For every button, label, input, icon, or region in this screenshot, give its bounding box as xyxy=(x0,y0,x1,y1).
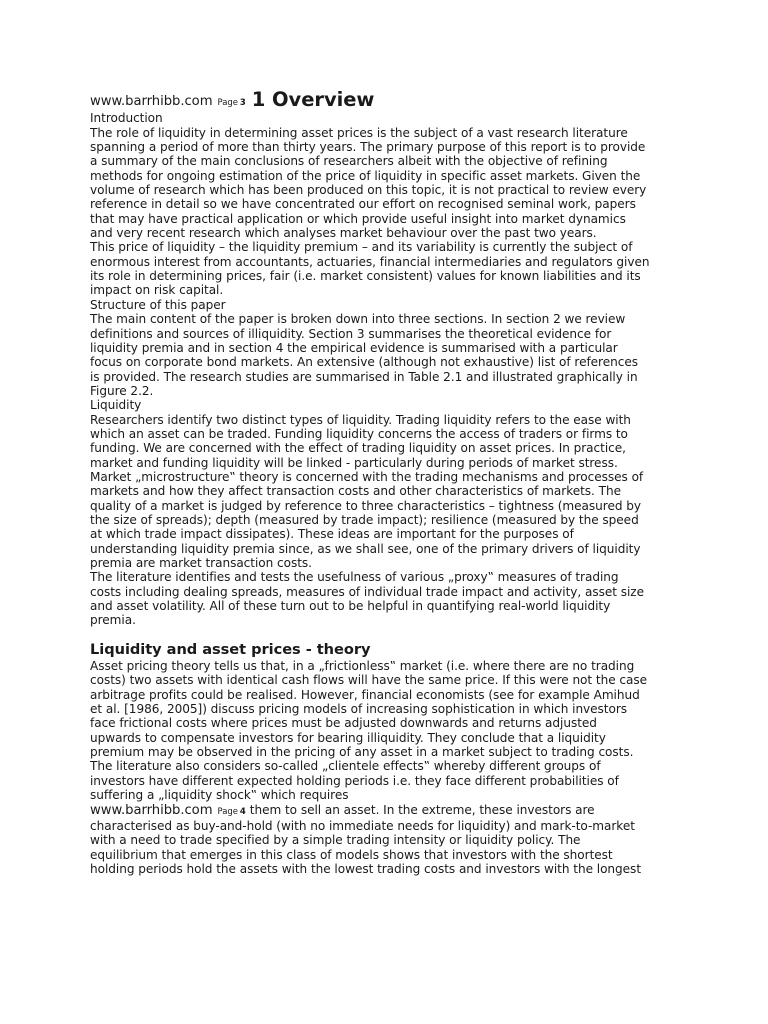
text-line: investors have different expected holding periods i.e. they face different probabilities of xyxy=(90,773,619,788)
text-line: methods for ongoing estimation of the price of liquidity in specific asset markets. Given the xyxy=(90,168,641,183)
text-line: equilibrium that emerges in this class of models shows that investors with the shortest xyxy=(90,847,613,862)
text-line: Market „microstructure‟ theory is concerned with the trading mechanisms and processes of xyxy=(90,469,644,484)
text-line: Asset pricing theory tells us that, in a „frictionless‟ market (i.e. where there are no trading xyxy=(90,659,635,674)
section-heading: Liquidity and asset prices - theory xyxy=(90,640,371,658)
site-url: www.barrhibb.com xyxy=(90,802,213,818)
page-number: 4 xyxy=(239,806,246,817)
text-line: market and funding liquidity will be linked - particularly during periods of market stress. xyxy=(90,455,618,470)
text-line: The main content of the paper is broken down into three sections. In section 2 we review xyxy=(90,312,626,327)
text-line: Figure 2.2. xyxy=(90,383,154,398)
text-line: reference in detail so we have concentrated our effort on recognised seminal work, papers xyxy=(90,197,636,212)
page-label: Page xyxy=(217,98,238,108)
text-line: at which trade impact dissipates). These ideas are important for the purposes of xyxy=(90,527,574,542)
text-line: Researchers identify two distinct types of liquidity. Trading liquidity refers to the ease with xyxy=(90,412,631,427)
text-line: face frictional costs where prices must be adjusted downwards and returns adjusted xyxy=(90,716,597,731)
text-line: costs) two assets with identical cash flows will have the same price. If this were not the case xyxy=(90,673,647,688)
site-url: www.barrhibb.com xyxy=(90,94,213,109)
text-line: markets and how they affect transaction costs and other characteristics of markets. The xyxy=(90,484,621,499)
text-line: The literature also considers so-called „clientele effects‟ whereby different groups of xyxy=(90,759,601,774)
text-line: The literature identifies and tests the usefulness of various „proxy‟ measures of trading xyxy=(90,570,619,585)
text-line: a summary of the main conclusions of researchers albeit with the objective of refining xyxy=(90,154,608,169)
text-line: characterised as buy-and-hold (with no immediate needs for liquidity) and mark-to-market xyxy=(90,818,635,833)
text-line: and asset volatility. All of these turn out to be helpful in quantifying real-world liquidity xyxy=(90,599,611,614)
text-line: Structure of this paper xyxy=(90,297,226,312)
text-line: premium may be observed in the pricing of any asset in a market subject to trading costs. xyxy=(90,745,634,760)
text-line: costs including dealing spreads, measures of individual trade impact and activity, asset size xyxy=(90,584,644,599)
text-line: The role of liquidity in determining asset prices is the subject of a vast research literature xyxy=(90,125,628,140)
text-line: funding. We are concerned with the effect of trading liquidity on asset prices. In practice, xyxy=(90,441,626,456)
text-line: suffering a „liquidity shock‟ which requires xyxy=(90,788,349,803)
document-page xyxy=(90,88,680,876)
page-number: 3 xyxy=(239,98,246,108)
text-line: is provided. The research studies are summarised in Table 2.1 and illustrated graphically in xyxy=(90,369,638,384)
text-line: spanning a period of more than thirty years. The primary purpose of this report is to provide xyxy=(90,140,646,155)
text-line: upwards to compensate investors for bearing illiquidity. They conclude that a liquidity xyxy=(90,730,606,745)
text-line: understanding liquidity premia since, as we shall see, one of the primary drivers of liquidity xyxy=(90,541,641,556)
text-line: the size of spreads); depth (measured by trade impact); resilience (measured by the speed xyxy=(90,512,639,527)
text-line: focus on corporate bond markets. An extensive (although not exhaustive) list of references xyxy=(90,355,638,370)
page4-body xyxy=(90,819,680,876)
text-line: et al. [1986, 2005]) discuss pricing models of increasing sophistication in which investors xyxy=(90,702,628,717)
overview-body xyxy=(90,111,680,627)
text-line: quality of a market is judged by reference to three characteristics – tightness (measured by xyxy=(90,498,641,513)
text-line: definitions and sources of illiquidity. Section 3 summarises the theoretical evidence for xyxy=(90,326,612,341)
text-line: liquidity premia and in section 4 the empirical evidence is summarised with a particular xyxy=(90,340,618,355)
page-label: Page xyxy=(217,806,238,817)
text-line: them to sell an asset. In the extreme, these investors are xyxy=(249,802,595,817)
text-line: volume of research which has been produced on this topic, it is not practical to review every xyxy=(90,183,647,198)
section-title: 1 Overview xyxy=(251,88,375,111)
text-line: with a need to trade specified by a simple trading intensity or liquidity policy. The xyxy=(90,833,581,848)
text-line: premia are market transaction costs. xyxy=(90,556,312,570)
text-line: impact on risk capital. xyxy=(90,283,224,298)
text-line: which an asset can be traded. Funding liquidity concerns the access of traders or firms to xyxy=(90,426,628,441)
text-line: holding periods hold the assets with the lowest trading costs and investors with the longest xyxy=(90,861,642,876)
text-line: premia. xyxy=(90,613,136,628)
text-line: and very recent research which analyses market behaviour over the past two years. xyxy=(90,226,597,241)
text-line: Introduction xyxy=(90,111,163,126)
text-line: its role in determining prices, fair (i.e. market consistent) values for known liabilities and its xyxy=(90,269,641,284)
text-line: Liquidity xyxy=(90,398,142,413)
text-line: arbitrage profits could be realised. However, financial economists (see for example Amihud xyxy=(90,687,640,702)
theory-body xyxy=(90,659,680,802)
text-line: This price of liquidity – the liquidity premium – and its variability is currently the subject of xyxy=(90,240,633,255)
text-line: enormous interest from accountants, actuaries, financial intermediaries and regulators given xyxy=(90,254,650,269)
page-break-header xyxy=(90,803,680,819)
text-line: that may have practical application or which provide useful insight into market dynamics xyxy=(90,211,626,226)
page-header xyxy=(90,88,680,111)
